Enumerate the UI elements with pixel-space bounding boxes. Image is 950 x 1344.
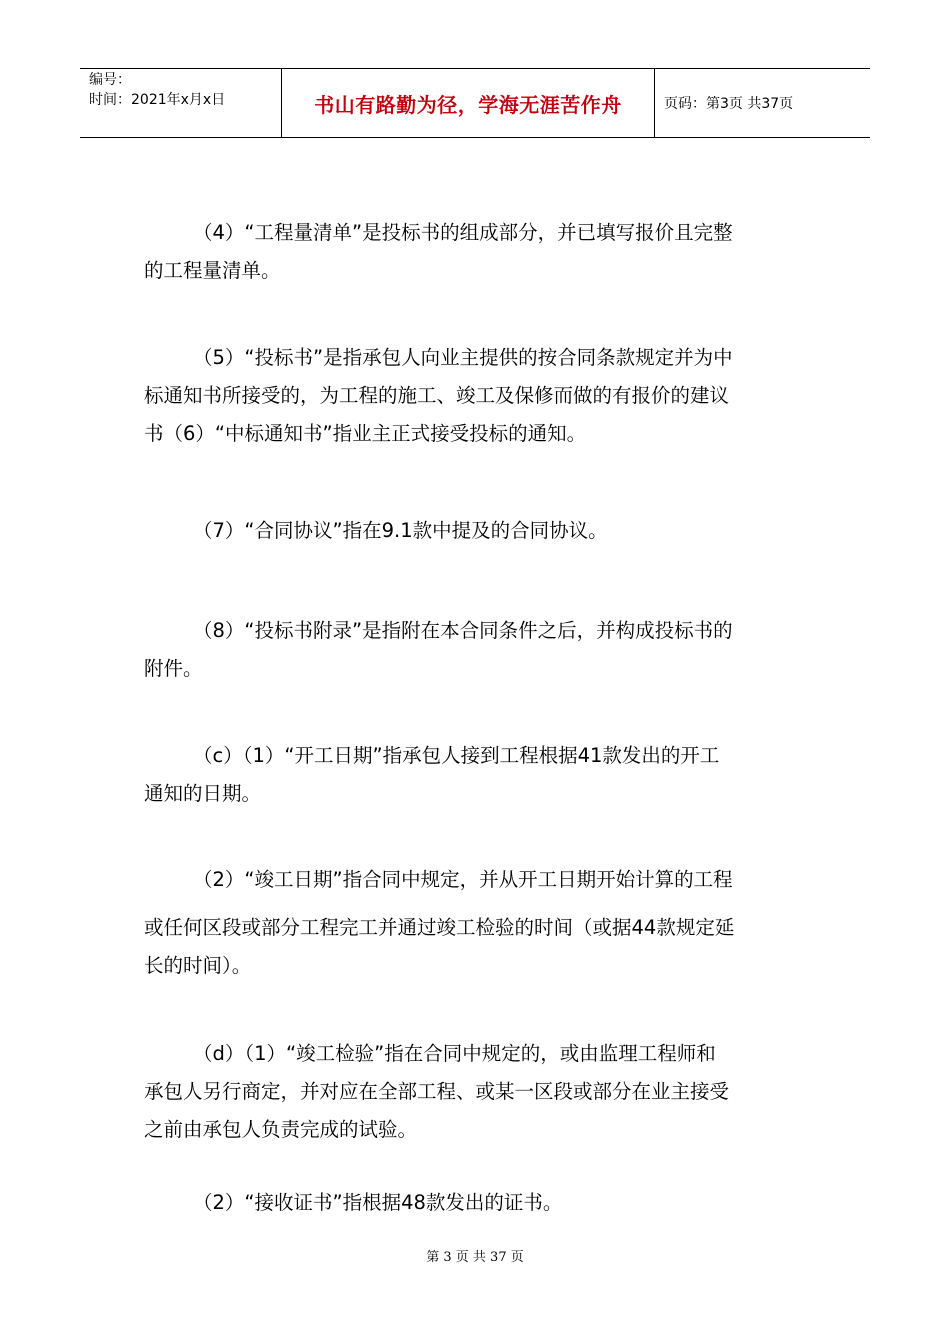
paragraph-item-8 <box>144 612 808 688</box>
document-number-label: 编号： <box>89 72 131 88</box>
paragraph-line: （2）“接收证书”指根据48款发出的证书。 <box>193 1191 563 1214</box>
paragraph-item-4 <box>144 214 808 290</box>
paragraph-item-d1 <box>144 1035 808 1149</box>
page-footer <box>0 1246 950 1265</box>
paragraph-line: （8）“投标书附录”是指附在本合同条件之后，并构成投标书的 <box>193 619 733 642</box>
paragraph-item-c2 <box>144 861 808 985</box>
paragraph-line: 附件。 <box>144 657 203 680</box>
header-motto: 书山有路勤为径，学海无涯苦作舟 <box>314 92 622 117</box>
paragraph-line: （c）（1）“开工日期”指承包人接到工程根据41款发出的开工 <box>193 744 720 767</box>
paragraph-item-c1 <box>144 737 808 813</box>
paragraph-line: （7）“合同协议”指在9.1款中提及的合同协议。 <box>193 519 608 542</box>
paragraph-item-7 <box>144 512 808 550</box>
paragraph-line: （2）“竣工日期”指合同中规定，并从开工日期开始计算的工程 <box>193 868 733 891</box>
paragraph-line: （d）（1）“竣工检验”指在合同中规定的，或由监理工程师和 <box>193 1042 716 1065</box>
paragraph-item-d2 <box>144 1184 808 1222</box>
paragraph-line: 书（6）“中标通知书”指业主正式接受投标的通知。 <box>144 422 587 445</box>
paragraph-line: （4）“工程量清单”是投标书的组成部分，并已填写报价且完整 <box>193 221 733 244</box>
header-page-info: 页码：第3页 共37页 <box>664 96 794 112</box>
paragraph-line: 通知的日期。 <box>144 782 262 805</box>
paragraph-line: 标通知书所接受的，为工程的施工、竣工及保修而做的有报价的建议 <box>144 384 730 407</box>
paragraph-line: 的工程量清单。 <box>144 259 281 282</box>
header-motto-cell <box>282 69 655 137</box>
page-header <box>80 68 870 138</box>
header-page-cell <box>655 69 870 137</box>
document-time-label: 时间：2021年x月x日 <box>89 92 226 108</box>
paragraph-line: 或任何区段或部分工程完工并通过竣工检验的时间（或据44款规定延 <box>144 916 735 939</box>
paragraph-line: 之前由承包人负责完成的试验。 <box>144 1118 418 1141</box>
paragraph-line: 长的时间）。 <box>144 954 252 977</box>
paragraph-item-5 <box>144 339 808 453</box>
paragraph-line: （5）“投标书”是指承包人向业主提供的按合同条款规定并为中 <box>193 346 733 369</box>
paragraph-line: 承包人另行商定，并对应在全部工程、或某一区段或部分在业主接受 <box>144 1080 730 1103</box>
footer-page-number: 第 3 页 共 37 页 <box>426 1250 524 1265</box>
header-meta-cell <box>80 69 282 137</box>
